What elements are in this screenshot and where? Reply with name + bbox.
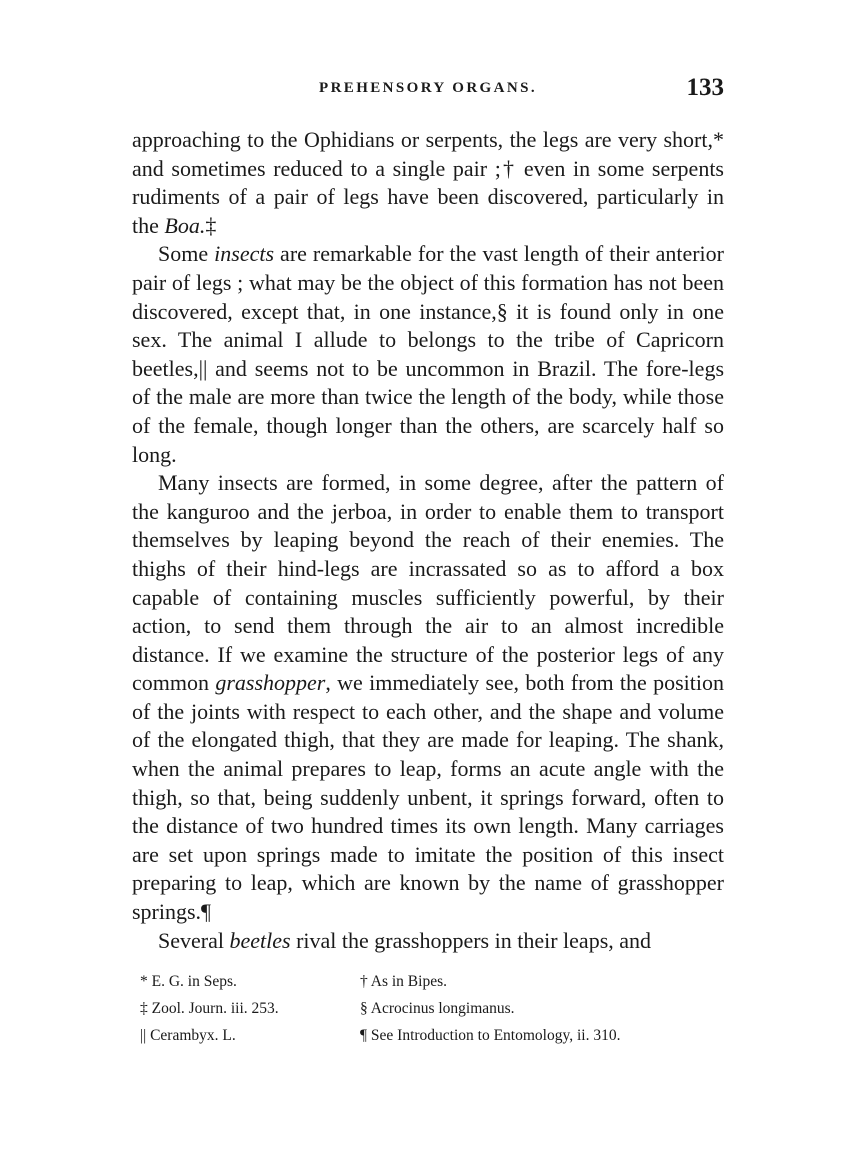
footnote: † As in Bipes. bbox=[360, 973, 447, 991]
text-segment: , we immediately see, both from the position of the joints with respect to each other, and the shape and volume of the elongated thigh, that they are made for leaping. The shank, when the animal prepares to leap, forms an acute angle with the thigh, so that, being suddenly unbent, it springs forward, often to the distance of two hundred times its own length. Many carriages are set upon springs made to imitate the position of this insect preparing to leap, which are known by the name of grasshopper springs.¶ bbox=[132, 670, 724, 925]
text-segment: Many insects are formed, in some degree, after the pattern of the kanguroo and the jerboa, in order to enable them to transport themselves by leaping beyond the reach of their enemies. The thighs of their hind-legs are incrassated so as to afford a box capable of containing muscles sufficiently powerful, by their action, to send them through the air to an almost incredible distance. If we examine the structure of the posterior legs of any common bbox=[132, 470, 724, 696]
text-segment: ‡ bbox=[205, 212, 217, 238]
running-head: PREHENSORY ORGANS. bbox=[319, 80, 537, 96]
footnotes bbox=[132, 969, 724, 1048]
italic-text: grasshopper bbox=[215, 670, 326, 696]
paragraph bbox=[132, 469, 724, 927]
footnote: || Cerambyx. L. bbox=[140, 1027, 236, 1045]
italic-text: insects bbox=[214, 241, 275, 267]
footnote: ‡ Zool. Journ. iii. 253. bbox=[140, 1000, 279, 1018]
page-number: 133 bbox=[686, 74, 724, 101]
italic-text: Boa. bbox=[164, 212, 206, 238]
text-segment: are remarkable for the vast length of their anterior pair of legs ; what may be the object of this formation has not been discovered, except that, in one instance,§ it is found only in one sex. The animal I allude to belongs to the tribe of Capricorn beetles,|| and seems not to be uncommon in Brazil. The fore-legs of the male are more than twice the length of the body, while those of the female, though longer than the others, are scarcely half so long. bbox=[132, 241, 724, 467]
italic-text: beetles bbox=[229, 927, 291, 953]
page-header bbox=[132, 72, 724, 112]
body-text bbox=[132, 126, 724, 955]
footnote: § Acrocinus longimanus. bbox=[360, 1000, 515, 1018]
text-segment: Several bbox=[158, 927, 230, 953]
footnote: * E. G. in Seps. bbox=[140, 973, 237, 991]
text-segment: rival the grasshoppers in their leaps, and bbox=[290, 927, 652, 953]
paragraph bbox=[132, 927, 724, 956]
paragraph bbox=[132, 126, 724, 240]
text-segment: approaching to the Ophidians or serpents, the legs are very short,* and sometimes reduced to a single pair ;† even in some serpents rudiments of a pair of legs have been discovered, particularly in the bbox=[132, 127, 724, 238]
text-segment: Some bbox=[158, 241, 215, 267]
paragraph bbox=[132, 240, 724, 469]
book-page bbox=[132, 72, 724, 1048]
footnote: ¶ See Introduction to Entomology, ii. 310. bbox=[360, 1027, 621, 1045]
